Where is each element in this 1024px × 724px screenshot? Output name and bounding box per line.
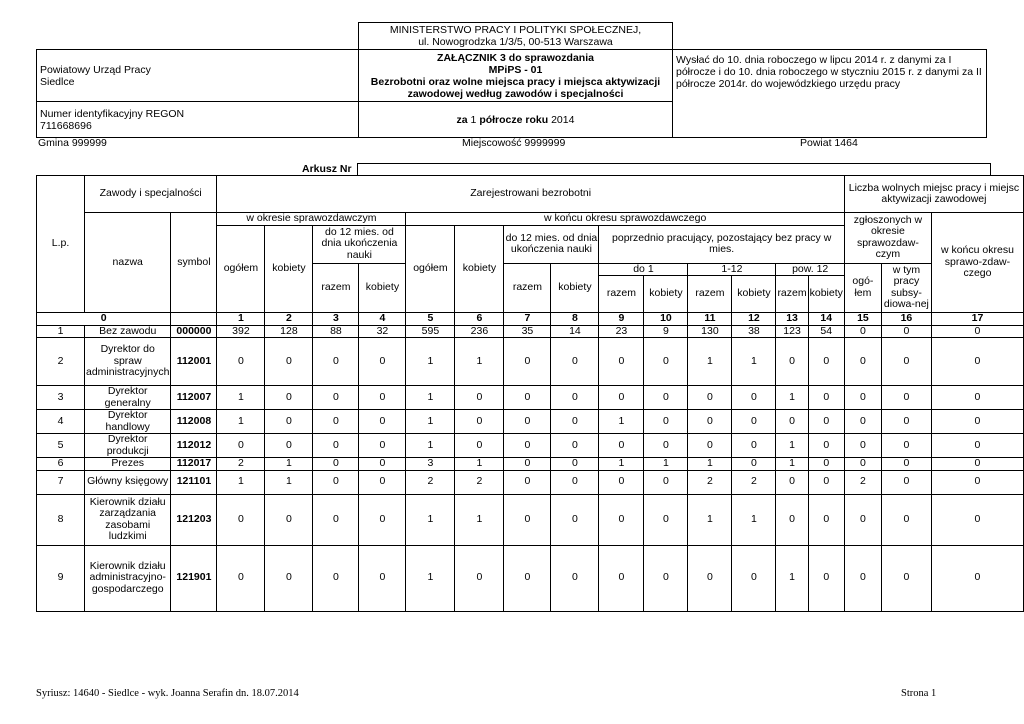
row-value: 0 [844,410,881,434]
row-value: 0 [881,338,931,386]
period-year: 2014 [551,113,575,126]
row-name: Dyrektor produkcji [85,434,171,458]
row-value: 0 [931,338,1023,386]
row-value: 0 [931,434,1023,458]
row-value: 0 [732,434,776,458]
row-value: 0 [455,545,504,611]
ogolem-short-header: ogó-łem [844,263,881,313]
row-value: 32 [359,325,406,338]
row-value: 0 [931,545,1023,611]
row-value: 1 [455,494,504,545]
regon-cell [37,102,359,138]
row-value: 1 [732,494,776,545]
column-number: 10 [644,313,688,326]
row-lp: 4 [37,410,85,434]
row-value: 0 [313,410,359,434]
row-value: 1 [406,545,455,611]
row-value: 0 [776,410,808,434]
row-name: Dyrektor do spraw administracyjnych [85,338,171,386]
row-value: 0 [732,386,776,410]
row-value: 0 [881,545,931,611]
form-title-line1: Bezrobotni oraz wolne miejsca pracy i miejsca aktywizacji [370,75,661,88]
sheet-number-field[interactable] [357,163,991,175]
row-value: 1 [599,410,644,434]
row-value: 0 [931,325,1023,338]
row-value: 0 [599,386,644,410]
row-value: 0 [776,494,808,545]
zarejestrowani-header: Zarejestrowani bezrobotni [217,176,844,213]
do12-header-a: do 12 mies. od dnia ukończenia nauki [313,225,406,263]
period-prefix: za [456,113,468,126]
period-mid: półrocze roku [479,113,549,126]
column-number: 13 [776,313,808,326]
row-value: 0 [931,386,1023,410]
row-name: Dyrektor handlowy [85,410,171,434]
row-value: 0 [881,386,931,410]
zawody-header: Zawody i specjalności [85,176,217,213]
row-value: 2 [455,470,504,494]
row-value: 1 [455,458,504,471]
row-value: 128 [265,325,313,338]
row-value: 3 [406,458,455,471]
row-value: 0 [599,434,644,458]
row-value: 1 [217,470,265,494]
period-cell [359,102,673,138]
row-value: 9 [644,325,688,338]
row-name: Bez zawodu [85,325,171,338]
row-value: 1 [688,458,732,471]
row-name: Główny księgowy [85,470,171,494]
row-value: 1 [776,545,808,611]
row-value: 0 [808,386,844,410]
column-number-row [37,313,1024,326]
send-note [673,50,987,138]
w-koncu-okresu-header: w końcu okresu sprawo-zdaw-czego [931,213,1023,313]
form-title-cell [359,50,673,102]
row-value: 1 [406,410,455,434]
row-value: 0 [551,470,599,494]
row-value: 0 [644,338,688,386]
row-value: 0 [551,494,599,545]
row-value: 0 [644,434,688,458]
column-number: 16 [881,313,931,326]
row-value: 1 [644,458,688,471]
row-value: 1 [688,338,732,386]
row-value: 0 [359,545,406,611]
row-value: 0 [808,410,844,434]
kobiety-header-12: kobiety [732,276,776,313]
row-value: 0 [359,338,406,386]
row-value: 0 [688,545,732,611]
row-value: 1 [265,458,313,471]
pow12-header: pow. 12 [776,263,844,276]
row-value: 0 [504,386,551,410]
data-table [36,175,1024,612]
w-okresie-header: w okresie sprawozdawczym [217,213,406,226]
column-number: 12 [732,313,776,326]
kobiety-header-4: kobiety [359,263,406,313]
razem-header-11: razem [688,276,732,313]
row-value: 0 [504,494,551,545]
column-number: 8 [551,313,599,326]
nazwa-header: nazwa [85,213,171,313]
row-value: 0 [732,458,776,471]
row-value: 1 [776,386,808,410]
row-value: 1 [776,458,808,471]
row-value: 35 [504,325,551,338]
row-value: 2 [732,470,776,494]
do1-header: do 1 [599,263,688,276]
row-value: 0 [732,410,776,434]
row-value: 0 [551,434,599,458]
row-value: 0 [844,338,881,386]
row-value: 0 [504,410,551,434]
row-value: 123 [776,325,808,338]
column-number: 2 [265,313,313,326]
row-value: 0 [217,545,265,611]
row-symbol: 000000 [171,325,217,338]
w-tym-header: w tym pracy subsy-diowa-nej [881,263,931,313]
column-number: 0 [37,313,171,326]
row-value: 0 [688,434,732,458]
row-value: 1 [265,470,313,494]
row-lp: 1 [37,325,85,338]
row-value: 0 [313,470,359,494]
row-value: 1 [732,338,776,386]
row-value: 2 [844,470,881,494]
razem-header-13: razem [776,276,808,313]
row-value: 0 [844,458,881,471]
row-value: 0 [881,494,931,545]
regon-value: 711668696 [40,119,92,132]
row-value: 0 [931,470,1023,494]
row-value: 88 [313,325,359,338]
ministry-name: MINISTERSTWO PRACY I POLITYKI SPOŁECZNEJ, [389,24,642,36]
row-symbol: 112001 [171,338,217,386]
row-value: 0 [504,338,551,386]
row-value: 0 [455,410,504,434]
row-value: 0 [265,434,313,458]
row-value: 0 [217,338,265,386]
row-value: 236 [455,325,504,338]
row-symbol: 112008 [171,410,217,434]
gmina: Gmina 999999 [38,137,107,149]
send-note-text: Wysłać do 10. dnia roboczego w lipcu 2014 r. z danymi za I półrocze i do 10. dnia roboczego w styczniu 2015 r. z danymi za II półrocze 2014r. do wojewódzkiego urzędu pracy [676,54,982,90]
row-value: 595 [406,325,455,338]
row-value: 0 [313,386,359,410]
row-value: 23 [599,325,644,338]
row-symbol: 112012 [171,434,217,458]
table-row [37,545,1024,611]
row-value: 0 [844,386,881,410]
row-value: 0 [313,434,359,458]
row-value: 0 [808,494,844,545]
table-row [37,325,1024,338]
row-value: 1 [599,458,644,471]
row-value: 0 [931,410,1023,434]
attachment-label: ZAŁĄCZNIK 3 do sprawozdania [437,51,594,64]
row-value: 0 [776,470,808,494]
row-value: 54 [808,325,844,338]
poprzednio-header: poprzednio pracujący, pozostający bez pracy w mies. [599,225,844,263]
column-number: 5 [406,313,455,326]
row-value: 0 [551,545,599,611]
row-value: 0 [217,434,265,458]
row-value: 0 [644,386,688,410]
lp-header: L.p. [37,176,85,313]
row-value: 0 [455,386,504,410]
regon-label: Numer identyfikacyjny REGON [40,107,185,120]
row-lp: 8 [37,494,85,545]
do12-header-b: do 12 mies. od dnia ukończenia nauki [504,225,599,263]
row-value: 0 [844,545,881,611]
row-value: 0 [551,458,599,471]
column-number: 1 [217,313,265,326]
row-value: 2 [688,470,732,494]
row-name: Kierownik działu zarządzania zasobami ludzkimi [85,494,171,545]
zgloszonych-header: zgłoszonych w okresie sprawozdaw-czym [844,213,931,264]
column-number-empty [171,313,217,326]
ministry-address: ul. Nowogrodzka 1/3/5, 00-513 Warszawa [418,36,613,48]
row-value: 1 [406,386,455,410]
row-value: 0 [313,458,359,471]
column-number: 11 [688,313,732,326]
row-value: 0 [599,470,644,494]
row-value: 0 [644,470,688,494]
row-value: 0 [313,545,359,611]
row-value: 0 [217,494,265,545]
column-number: 14 [808,313,844,326]
office-cell [37,50,359,102]
row-value: 0 [599,338,644,386]
symbol-header: symbol [171,213,217,313]
row-value: 0 [844,434,881,458]
row-symbol: 121101 [171,470,217,494]
row-symbol: 121901 [171,545,217,611]
row-value: 0 [808,458,844,471]
row-value: 0 [313,494,359,545]
header-table [36,22,987,138]
row-lp: 3 [37,386,85,410]
wolne-miejsca-header: Liczba wolnych miejsc pracy i miejsc aktywizacji zawodowej [844,176,1023,213]
row-value: 0 [359,386,406,410]
row-value: 1 [406,494,455,545]
row-value: 1 [217,410,265,434]
m1-12-header: 1-12 [688,263,776,276]
row-value: 0 [265,338,313,386]
table-row [37,386,1024,410]
office-name: Powiatowy Urząd Pracy [40,63,151,76]
row-lp: 7 [37,470,85,494]
row-value: 2 [217,458,265,471]
row-value: 38 [732,325,776,338]
row-value: 0 [551,410,599,434]
kobiety-header-14: kobiety [808,276,844,313]
footer-left: Syriusz: 14640 - Siedlce - wyk. Joanna Serafin dn. 18.07.2014 [36,688,299,699]
sheet-number [302,163,990,175]
form-code: MPiPS - 01 [488,63,543,76]
row-value: 1 [406,434,455,458]
column-number: 9 [599,313,644,326]
row-value: 0 [599,494,644,545]
w-koncu-header: w końcu okresu sprawozdawczego [406,213,844,226]
row-value: 0 [265,386,313,410]
table-row [37,434,1024,458]
row-value: 0 [551,386,599,410]
kobiety-header-2: kobiety [265,225,313,313]
row-value: 0 [931,494,1023,545]
row-value: 0 [359,470,406,494]
row-value: 0 [844,325,881,338]
row-value: 0 [644,494,688,545]
row-name: Dyrektor generalny [85,386,171,410]
row-value: 0 [455,434,504,458]
form-title-line2: zawodowej według zawodów i specjalności [407,87,624,100]
table-row [37,458,1024,471]
row-value: 0 [732,545,776,611]
row-value: 0 [599,545,644,611]
kobiety-header-6: kobiety [455,225,504,313]
row-value: 0 [359,434,406,458]
row-symbol: 112007 [171,386,217,410]
row-name: Kierownik działu administracyjno-gospodarczego [85,545,171,611]
ogolem-header-1: ogółem [217,225,265,313]
row-lp: 2 [37,338,85,386]
row-value: 0 [881,458,931,471]
row-lp: 5 [37,434,85,458]
razem-header-9: razem [599,276,644,313]
row-value: 0 [313,338,359,386]
row-value: 130 [688,325,732,338]
column-number: 15 [844,313,881,326]
column-number: 6 [455,313,504,326]
row-value: 0 [504,470,551,494]
row-value: 0 [359,410,406,434]
row-value: 0 [844,494,881,545]
column-number: 17 [931,313,1023,326]
row-value: 14 [551,325,599,338]
row-value: 0 [551,338,599,386]
table-row [37,494,1024,545]
row-lp: 9 [37,545,85,611]
kobiety-header-10: kobiety [644,276,688,313]
row-value: 0 [808,470,844,494]
ministry-cell [359,23,673,50]
row-value: 0 [265,410,313,434]
row-symbol: 112017 [171,458,217,471]
row-value: 1 [688,494,732,545]
row-value: 0 [504,458,551,471]
row-value: 0 [808,434,844,458]
row-value: 0 [644,545,688,611]
row-value: 0 [265,545,313,611]
sheet-label: Arkusz Nr [302,163,352,175]
column-number: 7 [504,313,551,326]
row-value: 0 [931,458,1023,471]
row-value: 0 [881,325,931,338]
row-value: 0 [776,338,808,386]
row-value: 0 [265,494,313,545]
razem-header-7: razem [504,263,551,313]
table-row [37,470,1024,494]
row-value: 0 [644,410,688,434]
row-value: 1 [776,434,808,458]
row-value: 2 [406,470,455,494]
period-number: 1 [470,113,477,126]
row-value: 1 [217,386,265,410]
row-value: 0 [504,434,551,458]
row-value: 0 [688,386,732,410]
row-value: 1 [455,338,504,386]
razem-header-3: razem [313,263,359,313]
row-value: 0 [359,458,406,471]
row-value: 392 [217,325,265,338]
powiat: Powiat 1464 [800,137,858,149]
footer-page: Strona 1 [901,688,937,699]
column-number: 3 [313,313,359,326]
office-city: Siedlce [40,75,75,88]
row-lp: 6 [37,458,85,471]
row-value: 0 [881,410,931,434]
column-number: 4 [359,313,406,326]
row-value: 0 [881,434,931,458]
table-row [37,410,1024,434]
row-symbol: 121203 [171,494,217,545]
row-value: 0 [808,545,844,611]
row-value: 0 [808,338,844,386]
row-value: 0 [881,470,931,494]
table-row [37,338,1024,386]
row-name: Prezes [85,458,171,471]
row-value: 0 [359,494,406,545]
ogolem-header-5: ogółem [406,225,455,313]
kobiety-header-8: kobiety [551,263,599,313]
row-value: 1 [406,338,455,386]
row-value: 0 [688,410,732,434]
miejscowosc: Miejscowość 9999999 [462,137,566,149]
row-value: 0 [504,545,551,611]
